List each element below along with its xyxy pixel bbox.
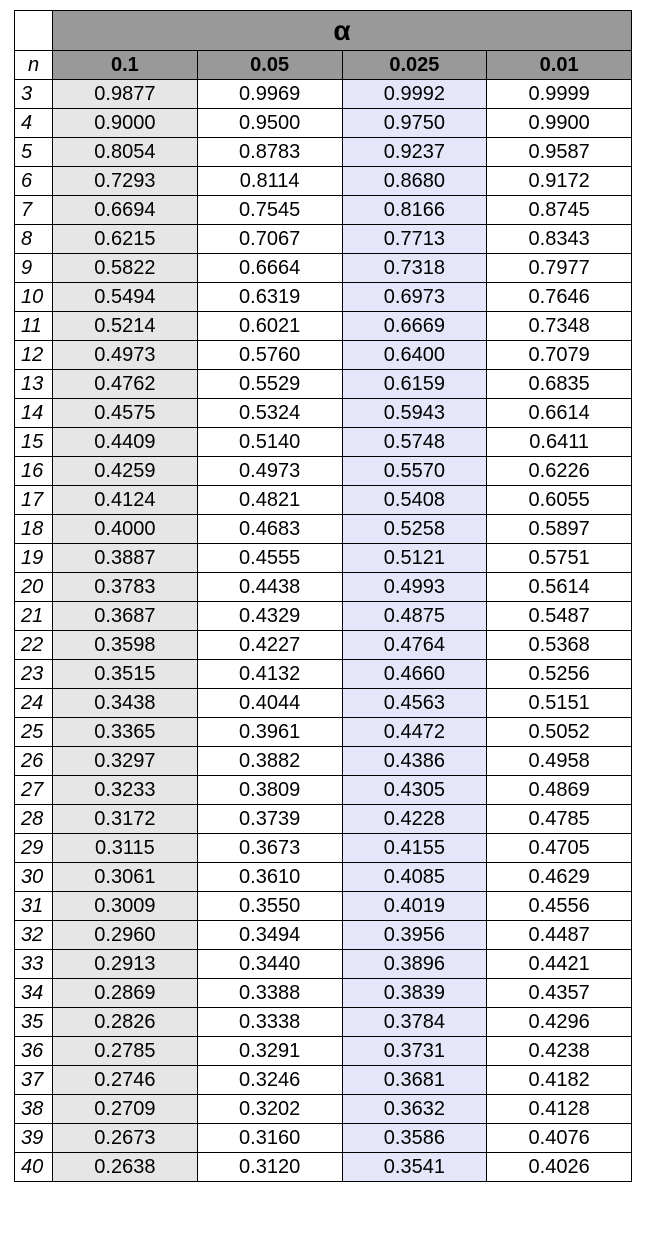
corner-cell [15, 11, 53, 51]
n-value-cell: 35 [15, 1008, 53, 1037]
table-row [15, 747, 632, 776]
critical-value-cell: 0.8114 [197, 167, 342, 196]
critical-value-cell: 0.9500 [197, 109, 342, 138]
table-row [15, 167, 632, 196]
critical-value-cell: 0.9992 [342, 80, 487, 109]
table-row [15, 283, 632, 312]
critical-value-cell: 0.7977 [487, 254, 632, 283]
n-value-cell: 34 [15, 979, 53, 1008]
critical-value-cell: 0.6664 [197, 254, 342, 283]
n-value-cell: 17 [15, 486, 53, 515]
critical-value-cell: 0.4683 [197, 515, 342, 544]
critical-value-cell: 0.4044 [197, 689, 342, 718]
critical-value-cell: 0.4228 [342, 805, 487, 834]
table-row [15, 631, 632, 660]
critical-value-cell: 0.3598 [53, 631, 198, 660]
critical-value-cell: 0.7293 [53, 167, 198, 196]
critical-value-cell: 0.4182 [487, 1066, 632, 1095]
critical-value-cell: 0.9877 [53, 80, 198, 109]
critical-value-cell: 0.3673 [197, 834, 342, 863]
table-row [15, 1153, 632, 1182]
critical-value-cell: 0.4472 [342, 718, 487, 747]
critical-value-cell: 0.4555 [197, 544, 342, 573]
critical-value-cell: 0.8343 [487, 225, 632, 254]
critical-value-cell: 0.7545 [197, 196, 342, 225]
critical-value-cell: 0.9237 [342, 138, 487, 167]
table-row [15, 892, 632, 921]
table-row [15, 602, 632, 631]
table-row [15, 689, 632, 718]
table-row [15, 863, 632, 892]
n-value-cell: 21 [15, 602, 53, 631]
n-value-cell: 3 [15, 80, 53, 109]
critical-value-cell: 0.4227 [197, 631, 342, 660]
table-row [15, 225, 632, 254]
critical-value-cell: 0.4958 [487, 747, 632, 776]
critical-value-cell: 0.3550 [197, 892, 342, 921]
critical-value-cell: 0.3731 [342, 1037, 487, 1066]
critical-value-cell: 0.7646 [487, 283, 632, 312]
critical-value-cell: 0.8783 [197, 138, 342, 167]
n-value-cell: 32 [15, 921, 53, 950]
table-row [15, 1037, 632, 1066]
table-row [15, 1008, 632, 1037]
critical-value-cell: 0.5324 [197, 399, 342, 428]
critical-value-cell: 0.4575 [53, 399, 198, 428]
critical-value-cell: 0.4785 [487, 805, 632, 834]
critical-value-cell: 0.8680 [342, 167, 487, 196]
critical-value-cell: 0.2709 [53, 1095, 198, 1124]
critical-value-cell: 0.3115 [53, 834, 198, 863]
critical-value-cell: 0.9999 [487, 80, 632, 109]
table-row [15, 370, 632, 399]
n-value-cell: 38 [15, 1095, 53, 1124]
critical-value-cell: 0.4973 [53, 341, 198, 370]
critical-value-cell: 0.5943 [342, 399, 487, 428]
n-column-header: n [15, 51, 53, 80]
table-row [15, 109, 632, 138]
critical-value-cell: 0.3009 [53, 892, 198, 921]
column-header-alpha-0-05: 0.05 [197, 51, 342, 80]
critical-value-cell: 0.3338 [197, 1008, 342, 1037]
n-value-cell: 7 [15, 196, 53, 225]
critical-value-cell: 0.4128 [487, 1095, 632, 1124]
critical-value-cell: 0.2960 [53, 921, 198, 950]
table-row [15, 515, 632, 544]
table-row [15, 660, 632, 689]
critical-value-cell: 0.5614 [487, 573, 632, 602]
critical-value-cell: 0.4563 [342, 689, 487, 718]
critical-value-cell: 0.2826 [53, 1008, 198, 1037]
column-header-alpha-0-01: 0.01 [487, 51, 632, 80]
table-row [15, 776, 632, 805]
critical-value-cell: 0.3061 [53, 863, 198, 892]
column-header-row [15, 51, 632, 80]
critical-value-cell: 0.9969 [197, 80, 342, 109]
critical-value-cell: 0.3882 [197, 747, 342, 776]
alpha-group-header: α [53, 11, 632, 51]
critical-value-cell: 0.8054 [53, 138, 198, 167]
table-row [15, 544, 632, 573]
table-row [15, 921, 632, 950]
n-value-cell: 33 [15, 950, 53, 979]
critical-value-cell: 0.4660 [342, 660, 487, 689]
critical-value-cell: 0.5214 [53, 312, 198, 341]
table-row [15, 1066, 632, 1095]
critical-value-cell: 0.3687 [53, 602, 198, 631]
critical-value-cell: 0.3494 [197, 921, 342, 950]
n-value-cell: 4 [15, 109, 53, 138]
critical-value-cell: 0.9587 [487, 138, 632, 167]
critical-value-cell: 0.6215 [53, 225, 198, 254]
critical-value-cell: 0.5494 [53, 283, 198, 312]
critical-value-cell: 0.5529 [197, 370, 342, 399]
n-value-cell: 10 [15, 283, 53, 312]
critical-value-cell: 0.3202 [197, 1095, 342, 1124]
critical-value-cell: 0.3586 [342, 1124, 487, 1153]
critical-value-cell: 0.4409 [53, 428, 198, 457]
critical-values-table-container [14, 10, 632, 1182]
table-row [15, 341, 632, 370]
critical-value-cell: 0.6159 [342, 370, 487, 399]
table-row [15, 1124, 632, 1153]
critical-value-cell: 0.4764 [342, 631, 487, 660]
critical-value-cell: 0.5151 [487, 689, 632, 718]
critical-value-cell: 0.5368 [487, 631, 632, 660]
n-value-cell: 31 [15, 892, 53, 921]
critical-value-cell: 0.9000 [53, 109, 198, 138]
critical-value-cell: 0.6021 [197, 312, 342, 341]
critical-value-cell: 0.6694 [53, 196, 198, 225]
critical-value-cell: 0.4296 [487, 1008, 632, 1037]
critical-value-cell: 0.4132 [197, 660, 342, 689]
critical-value-cell: 0.5570 [342, 457, 487, 486]
critical-value-cell: 0.4875 [342, 602, 487, 631]
critical-value-cell: 0.6411 [487, 428, 632, 457]
critical-value-cell: 0.6835 [487, 370, 632, 399]
critical-value-cell: 0.3541 [342, 1153, 487, 1182]
critical-values-table [14, 10, 632, 1182]
n-value-cell: 9 [15, 254, 53, 283]
n-value-cell: 27 [15, 776, 53, 805]
critical-value-cell: 0.4705 [487, 834, 632, 863]
table-row [15, 399, 632, 428]
critical-value-cell: 0.9750 [342, 109, 487, 138]
critical-value-cell: 0.2673 [53, 1124, 198, 1153]
table-row [15, 196, 632, 225]
critical-value-cell: 0.2785 [53, 1037, 198, 1066]
table-row [15, 428, 632, 457]
n-value-cell: 29 [15, 834, 53, 863]
critical-value-cell: 0.3783 [53, 573, 198, 602]
critical-value-cell: 0.3291 [197, 1037, 342, 1066]
critical-value-cell: 0.6614 [487, 399, 632, 428]
critical-value-cell: 0.6669 [342, 312, 487, 341]
critical-value-cell: 0.4629 [487, 863, 632, 892]
critical-value-cell: 0.3809 [197, 776, 342, 805]
critical-value-cell: 0.5052 [487, 718, 632, 747]
n-value-cell: 25 [15, 718, 53, 747]
table-row [15, 80, 632, 109]
critical-value-cell: 0.4556 [487, 892, 632, 921]
n-value-cell: 8 [15, 225, 53, 254]
n-value-cell: 6 [15, 167, 53, 196]
table-row [15, 1095, 632, 1124]
n-value-cell: 19 [15, 544, 53, 573]
n-value-cell: 13 [15, 370, 53, 399]
critical-value-cell: 0.3784 [342, 1008, 487, 1037]
critical-value-cell: 0.2638 [53, 1153, 198, 1182]
table-row [15, 718, 632, 747]
critical-value-cell: 0.3610 [197, 863, 342, 892]
table-row [15, 805, 632, 834]
critical-value-cell: 0.3440 [197, 950, 342, 979]
critical-value-cell: 0.5751 [487, 544, 632, 573]
n-value-cell: 24 [15, 689, 53, 718]
critical-value-cell: 0.4259 [53, 457, 198, 486]
table-row [15, 979, 632, 1008]
critical-value-cell: 0.5258 [342, 515, 487, 544]
critical-value-cell: 0.9172 [487, 167, 632, 196]
critical-value-cell: 0.4019 [342, 892, 487, 921]
critical-value-cell: 0.3632 [342, 1095, 487, 1124]
critical-value-cell: 0.3956 [342, 921, 487, 950]
critical-value-cell: 0.3681 [342, 1066, 487, 1095]
critical-value-cell: 0.5140 [197, 428, 342, 457]
critical-value-cell: 0.5256 [487, 660, 632, 689]
n-value-cell: 39 [15, 1124, 53, 1153]
critical-value-cell: 0.4386 [342, 747, 487, 776]
critical-value-cell: 0.5121 [342, 544, 487, 573]
critical-value-cell: 0.4762 [53, 370, 198, 399]
critical-value-cell: 0.6400 [342, 341, 487, 370]
critical-value-cell: 0.4238 [487, 1037, 632, 1066]
n-value-cell: 40 [15, 1153, 53, 1182]
critical-value-cell: 0.4438 [197, 573, 342, 602]
critical-value-cell: 0.7318 [342, 254, 487, 283]
critical-value-cell: 0.4305 [342, 776, 487, 805]
n-value-cell: 36 [15, 1037, 53, 1066]
n-value-cell: 20 [15, 573, 53, 602]
n-value-cell: 16 [15, 457, 53, 486]
table-row [15, 254, 632, 283]
column-header-alpha-0-025: 0.025 [342, 51, 487, 80]
critical-value-cell: 0.3160 [197, 1124, 342, 1153]
critical-value-cell: 0.4869 [487, 776, 632, 805]
critical-value-cell: 0.3246 [197, 1066, 342, 1095]
column-header-alpha-0-1: 0.1 [53, 51, 198, 80]
critical-value-cell: 0.3887 [53, 544, 198, 573]
critical-value-cell: 0.5822 [53, 254, 198, 283]
critical-value-cell: 0.3739 [197, 805, 342, 834]
critical-value-cell: 0.3839 [342, 979, 487, 1008]
critical-value-cell: 0.3438 [53, 689, 198, 718]
critical-value-cell: 0.3388 [197, 979, 342, 1008]
critical-value-cell: 0.6319 [197, 283, 342, 312]
n-value-cell: 23 [15, 660, 53, 689]
critical-value-cell: 0.2869 [53, 979, 198, 1008]
critical-value-cell: 0.3233 [53, 776, 198, 805]
table-body [15, 11, 632, 1182]
critical-value-cell: 0.3896 [342, 950, 487, 979]
table-row [15, 457, 632, 486]
critical-value-cell: 0.3961 [197, 718, 342, 747]
critical-value-cell: 0.7713 [342, 225, 487, 254]
n-value-cell: 30 [15, 863, 53, 892]
n-value-cell: 37 [15, 1066, 53, 1095]
critical-value-cell: 0.4973 [197, 457, 342, 486]
n-value-cell: 28 [15, 805, 53, 834]
n-value-cell: 11 [15, 312, 53, 341]
critical-value-cell: 0.4085 [342, 863, 487, 892]
table-row [15, 573, 632, 602]
critical-value-cell: 0.9900 [487, 109, 632, 138]
critical-value-cell: 0.5748 [342, 428, 487, 457]
critical-value-cell: 0.4155 [342, 834, 487, 863]
critical-value-cell: 0.7079 [487, 341, 632, 370]
critical-value-cell: 0.5487 [487, 602, 632, 631]
critical-value-cell: 0.3515 [53, 660, 198, 689]
critical-value-cell: 0.4124 [53, 486, 198, 515]
n-value-cell: 5 [15, 138, 53, 167]
critical-value-cell: 0.2746 [53, 1066, 198, 1095]
critical-value-cell: 0.4026 [487, 1153, 632, 1182]
table-row [15, 486, 632, 515]
critical-value-cell: 0.7067 [197, 225, 342, 254]
critical-value-cell: 0.4487 [487, 921, 632, 950]
critical-value-cell: 0.4329 [197, 602, 342, 631]
n-value-cell: 12 [15, 341, 53, 370]
n-value-cell: 15 [15, 428, 53, 457]
critical-value-cell: 0.6055 [487, 486, 632, 515]
critical-value-cell: 0.3297 [53, 747, 198, 776]
critical-value-cell: 0.4000 [53, 515, 198, 544]
critical-value-cell: 0.4821 [197, 486, 342, 515]
critical-value-cell: 0.4421 [487, 950, 632, 979]
critical-value-cell: 0.4357 [487, 979, 632, 1008]
critical-value-cell: 0.6226 [487, 457, 632, 486]
table-row [15, 138, 632, 167]
table-row [15, 312, 632, 341]
n-value-cell: 18 [15, 515, 53, 544]
critical-value-cell: 0.3120 [197, 1153, 342, 1182]
critical-value-cell: 0.4993 [342, 573, 487, 602]
critical-value-cell: 0.5897 [487, 515, 632, 544]
table-row [15, 834, 632, 863]
critical-value-cell: 0.5760 [197, 341, 342, 370]
critical-value-cell: 0.6973 [342, 283, 487, 312]
n-value-cell: 14 [15, 399, 53, 428]
critical-value-cell: 0.8166 [342, 196, 487, 225]
n-value-cell: 22 [15, 631, 53, 660]
critical-value-cell: 0.2913 [53, 950, 198, 979]
critical-value-cell: 0.5408 [342, 486, 487, 515]
critical-value-cell: 0.3172 [53, 805, 198, 834]
critical-value-cell: 0.8745 [487, 196, 632, 225]
critical-value-cell: 0.3365 [53, 718, 198, 747]
critical-value-cell: 0.4076 [487, 1124, 632, 1153]
alpha-header-row [15, 11, 632, 51]
critical-value-cell: 0.7348 [487, 312, 632, 341]
table-row [15, 950, 632, 979]
n-value-cell: 26 [15, 747, 53, 776]
